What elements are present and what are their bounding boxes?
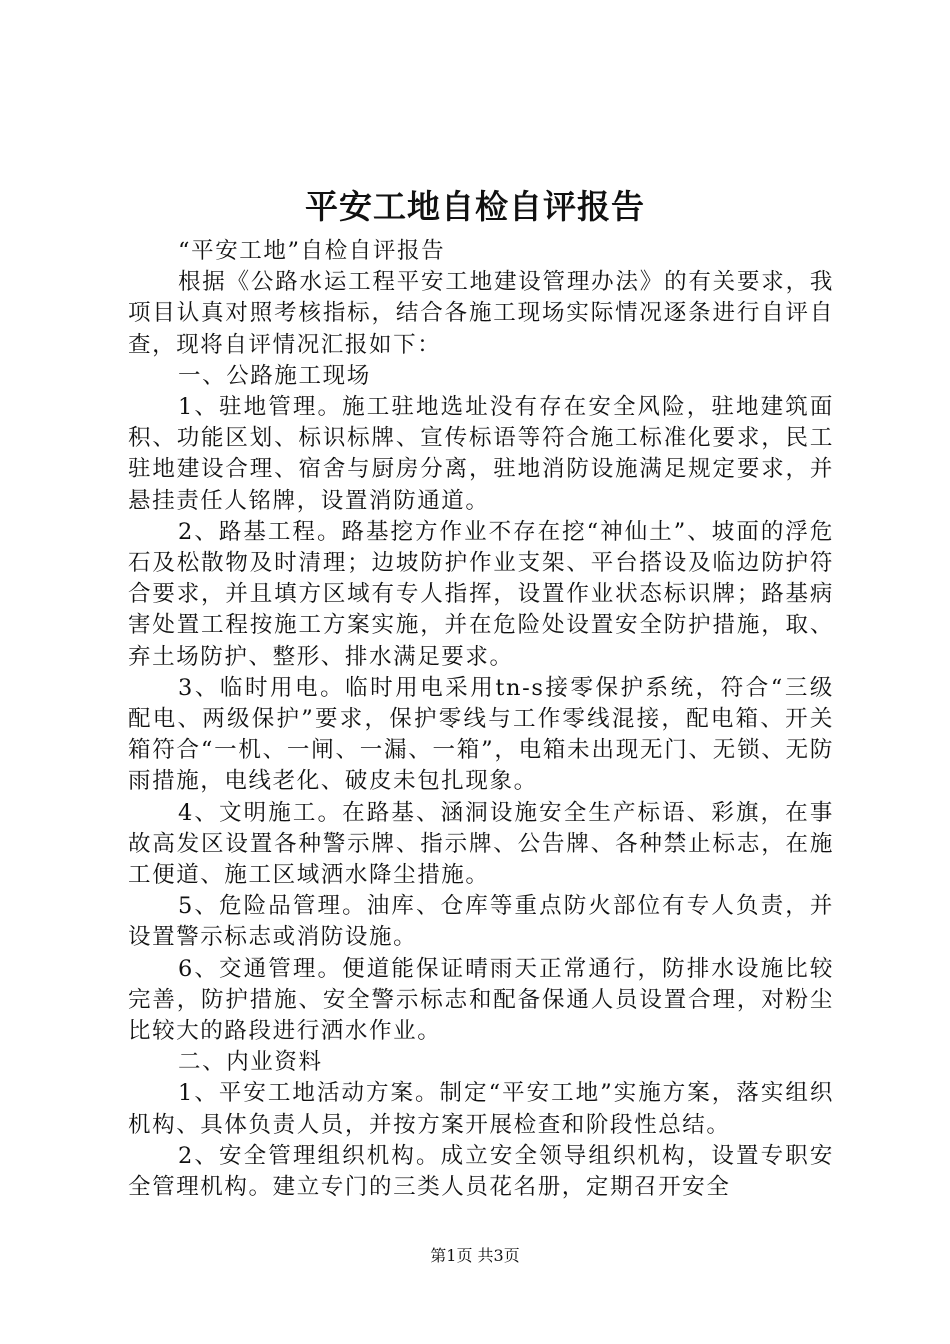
- paragraph-subtitle: “平安工地”自检自评报告: [178, 238, 446, 264]
- paragraph-item-1-4: 4、文明施工。在路基、涵洞设施安全生产标语、彩旗，在事故高发区设置各种警示牌、指示牌、公告牌、各种禁止标志，在施工便道、施工区域洒水降尘措施。: [128, 799, 834, 889]
- document-body: [128, 236, 834, 1203]
- paragraph-item-1-6: 6、交通管理。便道能保证晴雨天正常通行，防排水设施比较完善，防护措施、安全警示标志和配备保通人员设置合理，对粉尘比较大的路段进行洒水作业。: [128, 955, 834, 1045]
- paragraph-item-2-2: 2、安全管理组织机构。成立安全领导组织机构，设置专职安全管理机构。建立专门的三类人员花名册，定期召开安全: [128, 1142, 834, 1201]
- page-footer: 第1页 共3页: [430, 1246, 520, 1265]
- paragraph-item-1-1: 1、驻地管理。施工驻地选址没有存在安全风险，驻地建筑面积、功能区划、标识标牌、宣传标语等符合施工标准化要求，民工驻地建设合理、宿舍与厨房分离，驻地消防设施满足规定要求，并悬挂责任人铭牌，设置消防通道。: [128, 394, 834, 514]
- section-heading-2: 二、内业资料: [178, 1049, 323, 1076]
- paragraph-item-1-2: 2、路基工程。路基挖方作业不存在挖“神仙土”、坡面的浮危石及松散物及时清理；边坡防护作业支架、平台搭设及临边防护符合要求，并且填方区域有专人指挥，设置作业状态标识牌；路基病害处置工程按施工方案实施，并在危险处设置安全防护措施，取、弃土场防护、整形、排水满足要求。: [128, 518, 834, 670]
- paragraph-item-2-1: 1、平安工地活动方案。制定“平安工地”实施方案，落实组织机构、具体负责人员，并按方案开展检查和阶段性总结。: [128, 1080, 834, 1138]
- paragraph-item-1-3: 3、临时用电。临时用电采用tn-s接零保护系统，符合“三级配电、两级保护”要求，保护零线与工作零线混接，配电箱、开关箱符合“一机、一闸、一漏、一箱”，电箱未出现无门、无锁、无防雨措施，电线老化、破皮未包扎现象。: [128, 674, 834, 795]
- section-heading-1: 一、公路施工现场: [178, 362, 371, 389]
- paragraph-item-1-5: 5、危险品管理。油库、仓库等重点防火部位有专人负责，并设置警示标志或消防设施。: [128, 893, 834, 951]
- paragraph-intro: 根据《公路水运工程平安工地建设管理办法》的有关要求，我项目认真对照考核指标，结合各施工现场实际情况逐条进行自评自查，现将自评情况汇报如下：: [128, 269, 834, 358]
- document-title: 平安工地自检自评报告: [305, 187, 645, 226]
